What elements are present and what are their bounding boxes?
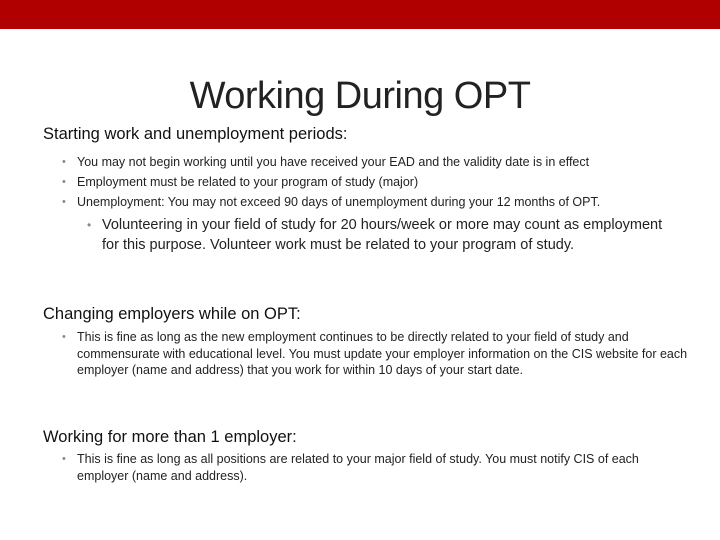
section-heading-multiple-employers: Working for more than 1 employer:: [43, 428, 297, 446]
section-heading-changing-employers: Changing employers while on OPT:: [43, 305, 301, 323]
bullet-icon: •: [62, 331, 66, 343]
bullet-icon: •: [87, 218, 92, 232]
bullet-list-multiple-employers: [60, 451, 690, 484]
list-item: • This is fine as long as the new employment continues to be directly related to your field of study and commensurate with educational level. You must update your employer information on the CIS website for each employer (name and address) that you work for within 10 days of your start date.: [62, 330, 688, 377]
bullet-icon: •: [62, 453, 66, 465]
list-item: • You may not begin working until you have received your EAD and the validity date is in effect: [62, 155, 590, 169]
list-item: • Unemployment: You may not exceed 90 days of unemployment during your 12 months of OPT.: [62, 195, 601, 209]
sub-bullet-list-volunteering: [83, 216, 683, 255]
top-accent-bar: [0, 0, 720, 29]
bullet-icon: •: [62, 196, 66, 208]
bullet-icon: •: [62, 176, 66, 188]
slide-title: Working During OPT: [189, 75, 531, 118]
list-item: • Employment must be related to your program of study (major): [62, 175, 419, 189]
bullet-list-changing-employers: [60, 329, 690, 379]
list-item: • Volunteering in your field of study for 20 hours/week or more may count as employment for this purpose. Volunteer work must be related to your program of study.: [87, 217, 663, 253]
section-heading-starting-work: Starting work and unemployment periods:: [43, 125, 348, 143]
bullet-icon: •: [62, 156, 66, 168]
bullet-list-starting-work: [60, 154, 700, 214]
list-item: • This is fine as long as all positions are related to your major field of study. You must notify CIS of each employer (name and address).: [62, 452, 639, 483]
